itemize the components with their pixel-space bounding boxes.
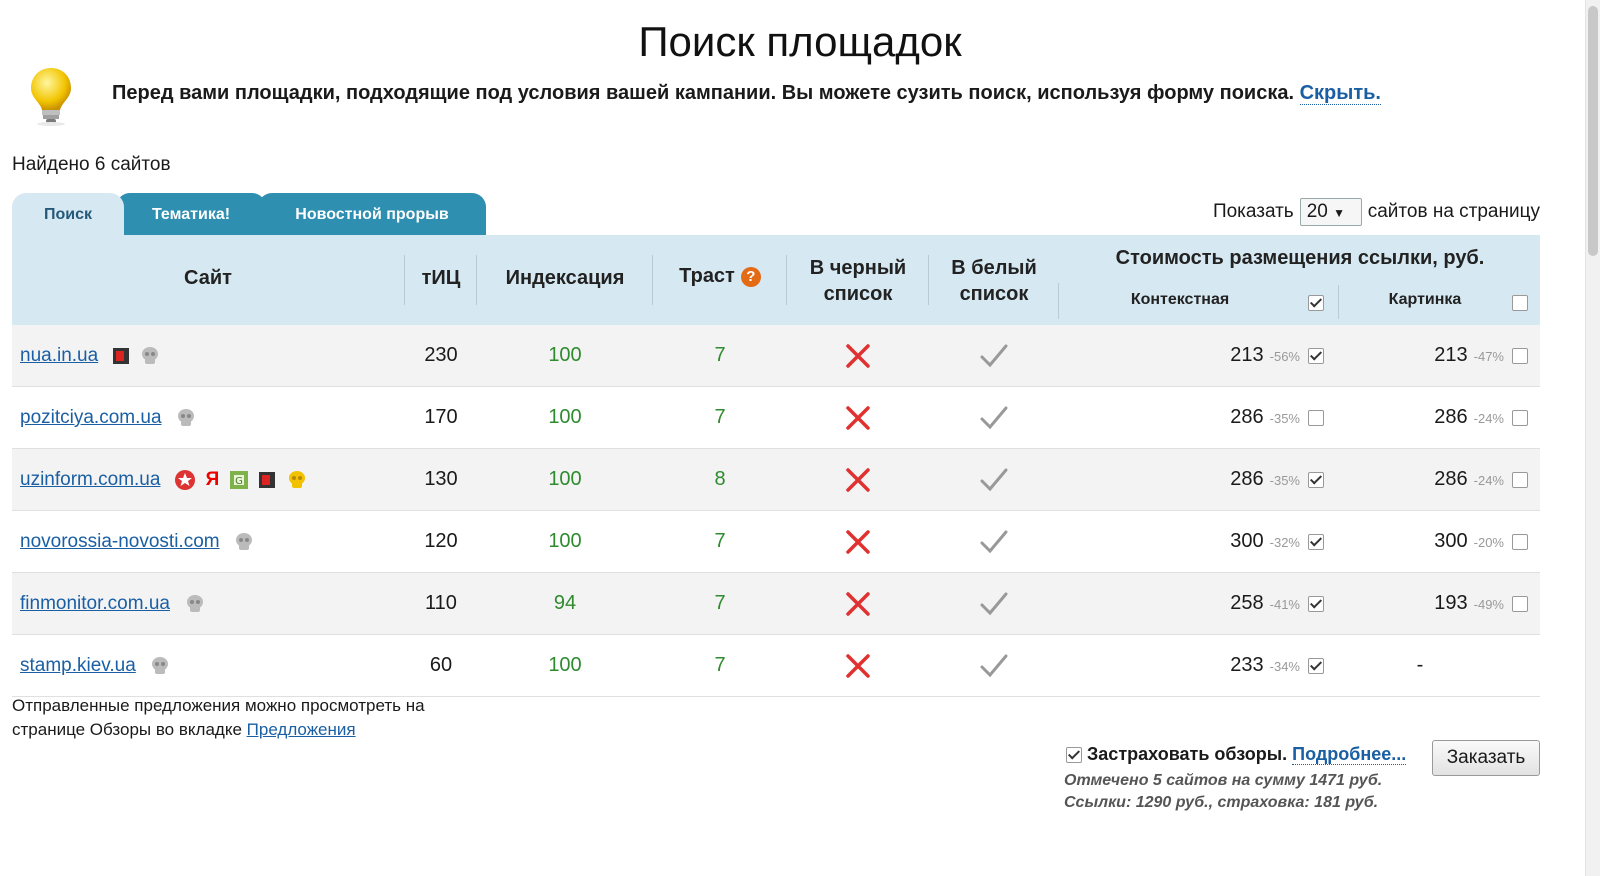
picture-price-value: 286 [1434,468,1468,490]
per-page-value: 20 [1306,201,1328,222]
picture-price-value: 193 [1434,592,1468,614]
gray-check-icon [979,529,1009,555]
indexation-value: 100 [548,654,582,676]
svg-text:G: G [234,475,243,487]
contextual-discount: -41% [1269,597,1300,612]
header-contextual[interactable]: Контекстная [1130,291,1230,308]
table-row [12,573,1540,635]
tab-search[interactable]: Поиск [12,193,124,235]
intro-message: Перед вами площадки, подходящие под условия вашей кампании. Вы можете сузить поиск, используя форму поиска. [112,82,1295,104]
trust-value: 7 [714,592,726,614]
site-link[interactable]: pozitciya.com.ua [20,407,162,428]
add-whitelist-button[interactable] [930,325,1058,386]
picture-discount: -24% [1473,473,1504,488]
picture-price [1340,635,1500,696]
picture-discount: -47% [1473,349,1504,364]
red-x-icon [845,343,871,369]
green-square-icon [229,470,249,490]
contextual-price-value: 213 [1230,344,1264,366]
gray-check-icon [979,591,1009,617]
star-badge-icon [174,469,196,491]
insure-label: Застраховать обзоры. [1087,744,1288,764]
table-row [12,511,1540,573]
gold-skull-icon [286,470,308,490]
site-cell [20,449,312,510]
contextual-price [1060,325,1300,386]
skull-icon [139,346,161,366]
trust-value: 7 [714,530,726,552]
tic-value: 120 [424,530,458,552]
note-line2-wrap [12,718,425,742]
header-blacklist[interactable] [788,255,928,307]
header-site[interactable]: Сайт [184,267,232,289]
contextual-checkbox[interactable] [1308,635,1324,696]
contextual-price-value: 286 [1230,468,1264,490]
contextual-price-value: 233 [1230,654,1264,676]
help-icon[interactable]: ? [741,267,761,287]
contextual-checkbox[interactable] [1308,387,1324,448]
contextual-price [1060,635,1300,696]
contextual-price-value: 286 [1230,406,1264,428]
dropdown-arrow-icon: ▼ [1333,206,1346,220]
add-blacklist-button[interactable] [788,573,928,634]
contextual-checkbox[interactable] [1308,449,1324,510]
header-whitelist-line1: В белый [951,257,1037,279]
picture-price-value: 300 [1434,530,1468,552]
indexation-value: 100 [548,468,582,490]
picture-checkbox[interactable] [1512,325,1528,386]
contextual-price [1060,387,1300,448]
picture-price [1340,511,1504,572]
add-blacklist-button[interactable] [788,635,928,696]
header-trust[interactable] [654,265,786,288]
red-square-icon [258,471,276,489]
indexation-value: 94 [553,592,577,614]
page-scrollbar[interactable] [1585,0,1600,876]
red-x-icon [845,467,871,493]
picture-checkbox[interactable] [1512,387,1528,448]
per-page-label-after: сайтов на страницу [1367,201,1540,222]
table-header [12,235,1540,325]
gray-check-icon [979,343,1009,369]
skull-icon [233,532,255,552]
add-whitelist-button[interactable] [930,573,1058,634]
indexation-value: 100 [548,406,582,428]
summary-line2: Ссылки: 1290 руб., страховка: 181 руб. [1064,794,1379,811]
found-count: Найдено 6 сайтов [12,154,171,175]
red-x-icon [845,653,871,679]
gray-check-icon [979,467,1009,493]
picture-price [1340,449,1504,510]
indexation-value: 100 [548,530,582,552]
add-blacklist-button[interactable] [788,449,928,510]
contextual-price-value: 300 [1230,530,1264,552]
trust-value: 7 [714,406,726,428]
add-blacklist-button[interactable] [788,325,928,386]
red-x-icon [845,529,871,555]
contextual-discount: -35% [1269,411,1300,426]
tic-value: 60 [429,654,453,676]
picture-price-value: - [1416,654,1424,676]
hide-link[interactable]: Скрыть. [1299,82,1381,104]
per-page-select[interactable] [1300,198,1362,226]
picture-price [1340,573,1504,634]
contextual-price-value: 258 [1230,592,1264,614]
add-whitelist-button[interactable] [930,449,1058,510]
scrollbar-thumb[interactable] [1588,6,1598,256]
red-x-icon [845,405,871,431]
picture-checkbox[interactable] [1512,449,1528,510]
header-blacklist-line1: В черный [809,257,907,279]
page-title: Поиск площадок [638,18,962,65]
insure-more-link[interactable]: Подробнее... [1292,744,1407,764]
header-whitelist[interactable] [930,255,1058,307]
insure-checkbox[interactable] [1066,747,1082,763]
tic-value: 230 [424,344,458,366]
tab-news-breakthrough[interactable]: Новостной прорыв [258,193,486,235]
trust-value: 7 [714,654,726,676]
trust-value: 7 [714,344,726,366]
sites-table [12,235,1540,697]
header-tic[interactable]: тИЦ [421,267,461,289]
picture-checkbox[interactable] [1512,573,1528,634]
table-row [12,635,1540,697]
note-line1: Отправленные предложения можно просмотреть на [12,696,425,715]
trust-value: 8 [714,468,726,490]
site-cell [20,511,259,572]
picture-price-value: 213 [1434,344,1468,366]
header-blacklist-line2: список [823,283,893,305]
contextual-price [1060,511,1300,572]
picture-price-value: 286 [1434,406,1468,428]
site-cell [20,635,175,696]
intro-text [112,82,1381,105]
contextual-price [1060,449,1300,510]
picture-discount: -20% [1473,535,1504,550]
contextual-checkbox[interactable] [1308,573,1324,634]
red-x-icon [845,591,871,617]
table-row [12,449,1540,511]
picture-discount: -49% [1473,597,1504,612]
tab-topics[interactable]: Тематика! [116,193,266,235]
add-blacklist-button[interactable] [788,511,928,572]
tic-value: 130 [424,468,458,490]
header-trust-label: Траст [679,265,735,287]
picture-price [1340,325,1504,386]
site-link[interactable]: nua.in.ua [20,345,99,366]
picture-checkbox[interactable] [1512,511,1528,572]
site-cell [20,387,201,448]
red-square-icon [112,347,130,365]
indexation-value: 100 [548,344,582,366]
summary-line1: Отмечено 5 сайтов на сумму 1471 руб. [1064,772,1383,789]
contextual-discount: -56% [1269,349,1300,364]
site-cell [20,573,210,634]
contextual-price [1060,573,1300,634]
skull-icon [149,656,171,676]
site-link[interactable]: uzinform.com.ua [20,469,161,490]
order-summary [1064,770,1382,814]
skull-icon [184,594,206,614]
header-whitelist-line2: список [959,283,1029,305]
add-whitelist-button[interactable] [930,387,1058,448]
contextual-checkbox[interactable] [1308,325,1324,386]
yandex-icon: Я [205,469,220,491]
table-row [12,325,1540,387]
add-whitelist-button[interactable] [930,635,1058,696]
add-blacklist-button[interactable] [788,387,928,448]
contextual-discount: -34% [1269,659,1300,674]
picture-discount: -24% [1473,411,1504,426]
picture-select-all-checkbox[interactable] [1512,291,1528,314]
note-line2: странице Обзоры во вкладке [12,720,242,739]
header-indexation[interactable]: Индексация [505,267,625,289]
tic-value: 170 [424,406,458,428]
contextual-checkbox[interactable] [1308,511,1324,572]
site-link[interactable]: novorossia-novosti.com [20,531,220,552]
site-cell [20,325,165,386]
lightbulb-icon [28,66,74,126]
picture-price [1340,387,1504,448]
insure-reviews [1066,744,1406,765]
contextual-select-all-checkbox[interactable] [1308,291,1324,314]
proposals-note [12,694,425,742]
contextual-discount: -32% [1269,535,1300,550]
tab-bar [12,193,512,235]
skull-icon [175,408,197,428]
add-whitelist-button[interactable] [930,511,1058,572]
site-link[interactable]: finmonitor.com.ua [20,593,170,614]
gray-check-icon [979,405,1009,431]
contextual-discount: -35% [1269,473,1300,488]
site-link[interactable]: stamp.kiev.ua [20,655,136,676]
header-cost: Стоимость размещения ссылки, руб. [1115,247,1485,269]
tic-value: 110 [425,592,457,614]
per-page-label-before: Показать [1212,201,1294,222]
header-picture[interactable]: Картинка [1388,291,1462,308]
table-row [12,387,1540,449]
proposals-link[interactable]: Предложения [246,720,356,739]
gray-check-icon [979,653,1009,679]
order-button[interactable]: Заказать [1432,740,1540,776]
per-page-control [1213,198,1540,226]
